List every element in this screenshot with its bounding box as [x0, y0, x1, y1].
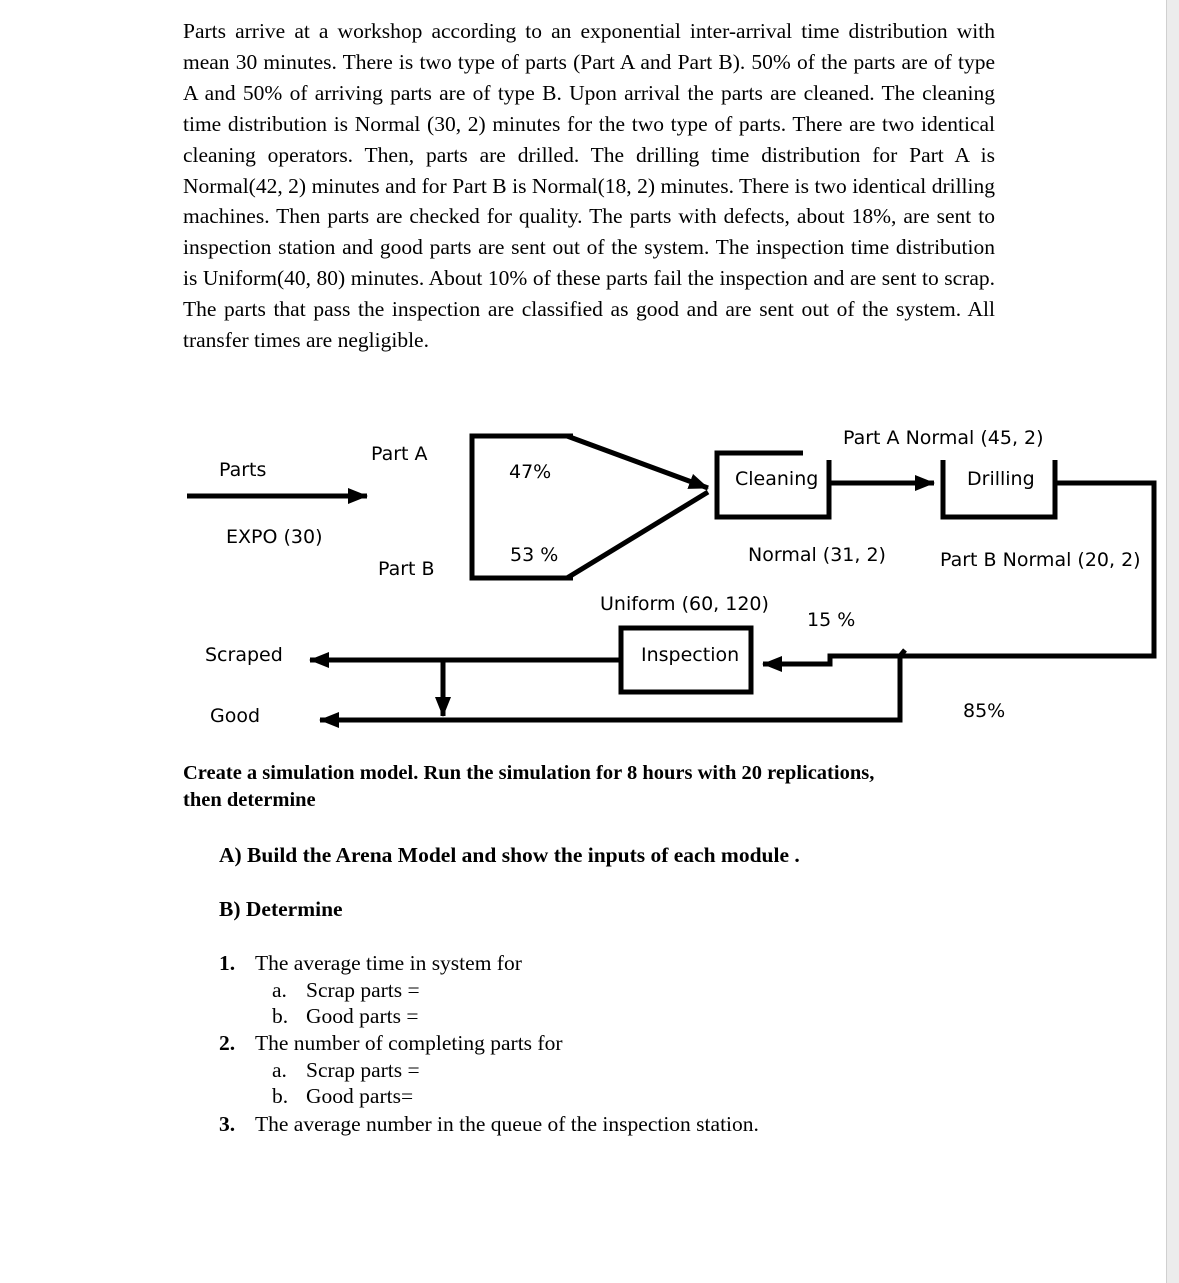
- good-label: Good: [210, 705, 261, 727]
- question-1b: [272, 1003, 418, 1029]
- pct-15-label: 15 %: [807, 609, 856, 631]
- inspection-label: Inspection: [641, 644, 740, 666]
- drilling-label: Drilling: [967, 468, 1035, 490]
- part-b-normal-label: Part B Normal (20, 2): [940, 549, 1141, 571]
- part-a-label: Part A: [371, 443, 428, 465]
- flow-diagram: [0, 400, 1170, 740]
- question-1-text: The average time in system for: [255, 951, 522, 975]
- problem-statement: Parts arrive at a workshop according to an exponential inter-arrival time distribution with mean 30 minutes. There is two type of parts (Part A and Part B). 50% of the parts are of type A and 50% of arriving parts are of type B. Upon arrival the parts are cleaned. The cleaning time distribution is Normal (30, 2) minutes for the two type of parts. There are two identical cleaning operators. Then, parts are drilled. The drilling time distribution for Part A is Normal(42, 2) minutes and for Part B is Normal(18, 2) minutes. There is two identical drilling machines. Then parts are checked for quality. The parts with defects, about 18%, are sent to inspection station and good parts are sent out of the system. The inspection time distribution is Uniform(40, 80) minutes. About 10% of these parts fail the inspection and are sent to scrap. The parts that pass the inspection are classified as good and are sent out of the system. All transfer times are negligible.: [183, 19, 995, 353]
- part-b-label: Part B: [378, 558, 435, 580]
- question-1a-text: Scrap parts =: [306, 978, 420, 1002]
- prompt-line-1: Create a simulation model. Run the simulation for 8 hours with 20 replications,: [183, 762, 875, 784]
- expo-label: EXPO (30): [226, 526, 323, 548]
- question-1a-letter: a.: [272, 978, 287, 1002]
- question-2a: [272, 1057, 420, 1083]
- pct-85-label: 85%: [963, 700, 1006, 722]
- simulation-prompt: [183, 760, 1013, 814]
- part-a-to-cleaning-arrow: [567, 436, 708, 488]
- pct-47-label: 47%: [509, 461, 552, 483]
- question-2a-letter: a.: [272, 1058, 287, 1082]
- question-1b-text: Good parts =: [306, 1004, 419, 1028]
- task-a: A) Build the Arena Model and show the inputs of each module .: [219, 843, 800, 867]
- question-2-text: The number of completing parts for: [255, 1031, 563, 1055]
- prompt-line-2: then determine: [183, 789, 316, 811]
- defect-to-inspection-arrow: [763, 656, 905, 664]
- normal-31-label: Normal (31, 2): [748, 544, 886, 566]
- parts-label: Parts: [219, 459, 267, 481]
- question-1a: [272, 977, 420, 1003]
- question-2b-letter: b.: [272, 1084, 289, 1108]
- part-b-to-cleaning-arrow: [567, 492, 708, 578]
- question-2: [219, 1030, 562, 1056]
- question-1-number: 1.: [219, 951, 236, 975]
- task-b: B) Determine: [219, 897, 343, 921]
- part-a-normal-label: Part A Normal (45, 2): [843, 427, 1044, 449]
- question-3: [219, 1111, 759, 1137]
- pct-53-label: 53 %: [510, 544, 559, 566]
- question-1: [219, 950, 522, 976]
- question-2b-text: Good parts=: [306, 1084, 414, 1108]
- question-2a-text: Scrap parts =: [306, 1058, 420, 1082]
- question-3-text: The average number in the queue of the inspection station.: [255, 1112, 759, 1136]
- question-1b-letter: b.: [272, 1004, 289, 1028]
- question-2b: [272, 1083, 413, 1109]
- cleaning-label: Cleaning: [735, 468, 819, 490]
- question-2-number: 2.: [219, 1031, 236, 1055]
- scraped-label: Scraped: [205, 644, 283, 666]
- question-3-number: 3.: [219, 1112, 236, 1136]
- uniform-label: Uniform (60, 120): [600, 593, 769, 615]
